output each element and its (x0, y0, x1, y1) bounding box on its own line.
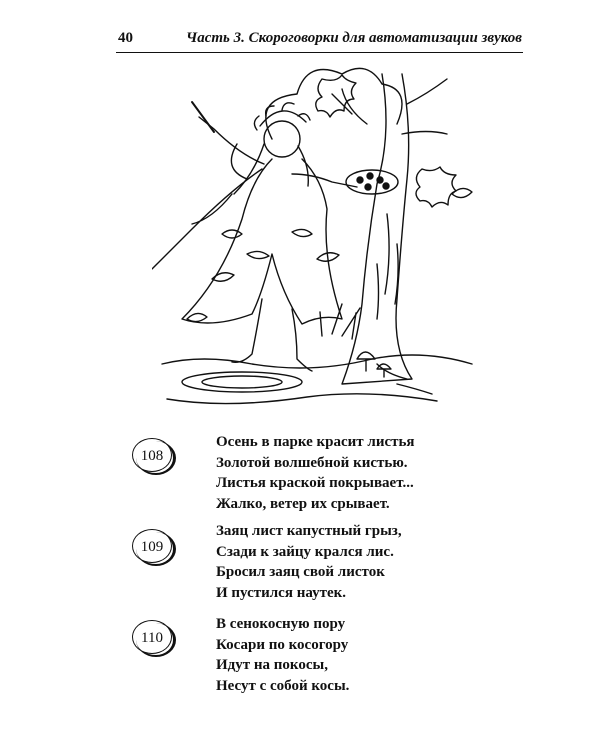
poem-line: Золотой волшебной кистью. (216, 454, 408, 471)
grass (320, 304, 360, 339)
poem-number-110: 110 (132, 620, 172, 654)
poem-109 (216, 521, 402, 603)
ground-line (162, 355, 472, 368)
poem-line: В сенокосную пору (216, 616, 346, 632)
page-number: 40 (118, 30, 133, 46)
autumn-girl-illustration (152, 64, 482, 419)
poem-line: Сзади к зайцу крался лис. (216, 543, 394, 560)
girl-legs (232, 299, 312, 371)
poem-number-108: 108 (132, 438, 172, 472)
header-rule (116, 52, 523, 53)
poem-110 (216, 614, 349, 696)
poem-line: Косари по косогору (216, 636, 349, 653)
poem-line: И пустился наутек. (216, 584, 347, 601)
poem-line: Осень в парке красит листья (216, 434, 415, 450)
girl-head (264, 121, 300, 157)
poem-line: Заяц лист капустный грыз, (216, 523, 402, 539)
oak-leaf (316, 75, 356, 117)
poem-number-109: 109 (132, 529, 172, 563)
poem-108 (216, 432, 415, 514)
running-header: Часть 3. Скороговорки для автоматизации звуков (186, 30, 522, 46)
poem-line: Листья краской покрывает... (216, 475, 414, 491)
puddle (182, 372, 302, 392)
poem-line: Жалко, ветер их срывает. (216, 495, 390, 512)
brush (192, 102, 214, 132)
poem-line: Несут с собой косы. (216, 677, 350, 694)
flower-wreath (254, 103, 310, 130)
poem-line: Бросил заяц свой листок (216, 564, 385, 580)
poem-line: Идут на покосы, (216, 657, 328, 673)
falling-leaf (222, 230, 242, 238)
